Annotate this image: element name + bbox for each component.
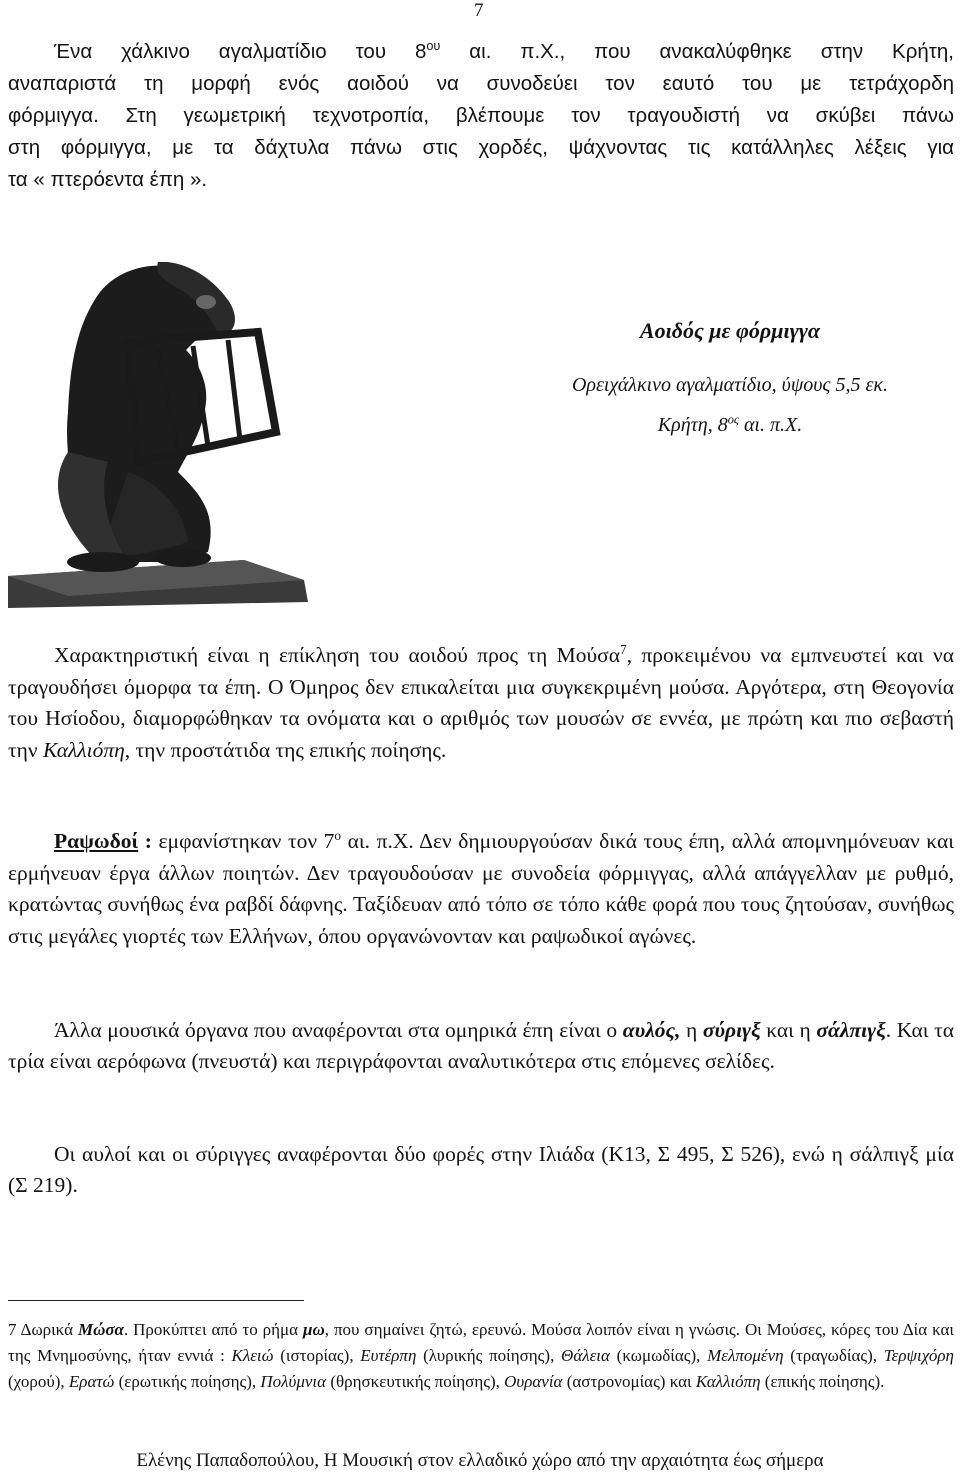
p1-line-1-text-b: αι. π.Χ., που ανακαλύφθηκε στην Κρήτη, [440,40,954,63]
p4-text-c: και η [760,1018,817,1042]
p1-line-1-text: Ένα χάλκινο αγαλματίδιο του 8 [54,40,427,63]
figure-caption-material: Ορειχάλκινο αγαλματίδιο, ύψους 5,5 εκ. [571,374,889,396]
paragraph-rhapsodes [8,826,954,952]
caption-origin-text: Κρήτη, 8 [657,414,728,436]
p2-text-c: , την προστάτιδα της επικής ποίησης. [124,737,447,762]
p4-text-d: . Και τα τρία είναι αερόφωνα (πνευστά) και περιγράφονται αναλυτικότερα στις επόμενες σελίδες. [8,1018,954,1073]
p1-line-4: στη φόρμιγγα, με τα δάχτυλα πάνω στις χορδές, ψάχνοντας τις κατάλληλες λέξεις για [8,136,954,159]
paragraph-iliad-references [8,1139,954,1201]
muse-name: Καλλιόπη [695,1372,761,1391]
muse-name: Ουρανία [504,1372,563,1391]
footnote-ref-7: 7 [620,641,627,657]
muse-role: (ιστορίας), [273,1346,361,1365]
p1-line-1-sup: ου [426,38,441,54]
muse-name: Κλειώ [231,1346,274,1365]
term-salpinx: σάλπιγξ [816,1018,886,1042]
fn-verb-mo: μω [303,1320,325,1339]
fn-text-a: Δωρικά [16,1320,78,1339]
footnote-mark: 7 [8,1320,17,1339]
footnote-7 [8,1317,954,1395]
muse-name: Ευτέρπη [360,1346,417,1365]
muse-role: (αστρονομίας) και [562,1372,696,1391]
bronze-figurine-photo [8,262,314,610]
p4-text-a: Άλλα μουσικά όργανα που αναφέρονται στα ομηρικά έπη είναι ο [54,1018,623,1042]
muse-role: (κωμωδίας), [609,1346,708,1365]
page-number: 7 [474,0,484,21]
muse-name: Μελπομένη [707,1346,784,1365]
p3-text-a: εμφανίστηκαν τον 7 [158,829,335,853]
p1-line-5: τα « πτερόεντα έπη ». [8,168,208,191]
p2-kalliope: Καλλιόπη [42,737,125,762]
muse-name: Τερψιχόρη [883,1346,954,1365]
page-footer: Ελένης Παπαδοπούλου, Η Μουσική στον ελλαδικό χώρο από την αρχαιότητα έως σήμερα [136,1450,824,1471]
p4-text-b: η [680,1018,703,1042]
p1-line-2: αναπαριστά τη μορφή ενός αοιδού να συνοδεύει τον εαυτό του με τετράχορδη [8,72,954,95]
muse-role: (χορού), [8,1372,69,1391]
paragraph-muse-invocation [8,640,954,766]
muse-role: (λυρικής ποίησης), [416,1346,562,1365]
term-syrinx: σύριγξ [702,1018,761,1042]
figure-caption-origin [520,414,940,437]
footnote-separator [8,1300,304,1301]
muse-role: (θρησκευτικής ποίησης), [326,1372,505,1391]
term-rhapsodes: Ραψωδοί [54,829,139,853]
figure-caption-title: Αοιδός με φόρμιγγα [639,318,821,343]
p5-text: Οι αυλοί και οι σύριγγες αναφέρονται δύο φορές στην Ιλιάδα (Κ13, Σ 495, Σ 526), ενώ η σάλπιγξ μία (Σ 219). [8,1142,954,1197]
p3-colon: : [138,829,159,853]
fn-word-mosa: Μώσα [77,1320,124,1339]
p2-text-a: Χαρακτηριστική είναι η επίκληση του αοιδού προς τη Μούσα [54,643,621,667]
muse-role: (τραγωδίας), [783,1346,884,1365]
muse-name: Θάλεια [561,1346,610,1365]
muse-name: Πολύμνια [260,1372,327,1391]
fn-text-c: , που σημαίνει ζητώ, ερευνώ. Μούσα λοιπόν είναι η γνώσις. Οι Μούσες, κόρες του Δία και της Μνημοσύνης, ήταν εννιά : [8,1320,955,1365]
term-aulos: αυλός, [622,1018,681,1042]
p3-sup: ο [334,827,342,843]
fn-text-b: . Προκύπτει από το ρήμα [123,1320,304,1339]
p1-line-1 [8,36,954,68]
p2-text-b: , προκειμένου να εμπνευστεί και να τραγουδήσει όμορφα τα έπη. Ο Όμηρος δεν επικαλείται μια συγκεκριμένη μούσα. Αργότερα, στη Θεογονία του Ησίοδου, διαμορφώθηκαν τα ονόματα και ο αριθμός των μουσών σε εννέα, με πρώτη και πιο σεβαστή την [8,643,954,762]
paragraph-bronze-figurine [8,36,954,196]
paragraph-instruments [8,1015,954,1077]
muse-name: Ερατώ [68,1372,115,1391]
muse-role: (ερωτικής ποίησης), [114,1372,261,1391]
caption-origin-text-b: αι. π.Χ. [738,414,803,436]
muse-role: (επικής ποίησης). [760,1372,885,1391]
p1-line-3: φόρμιγγα. Στη γεωμετρική τεχνοτροπία, βλέπουμε τον τραγουδιστή να σκύβει πάνω [8,104,954,127]
caption-origin-sup: ος [727,412,739,427]
p3-text-b: αι. π.Χ. Δεν δημιουργούσαν δικά τους έπη, αλλά απομνημόνευαν και ερμήνευαν έργα άλλων ποιητών. Δεν τραγουδούσαν με συνοδεία φόρμιγγας, αλλά απάγγελλαν με ρυθμό, κρατώντας συνήθως ένα ραβδί δάφνης. Ταξίδευαν από τόπο σε τόπο κάθε φορά που τους ζητούσαν, συνήθως στις μεγάλες γιορτές των Ελλήνων, όπου οργανώνονταν και ραψωδικοί αγώνες. [8,829,954,948]
